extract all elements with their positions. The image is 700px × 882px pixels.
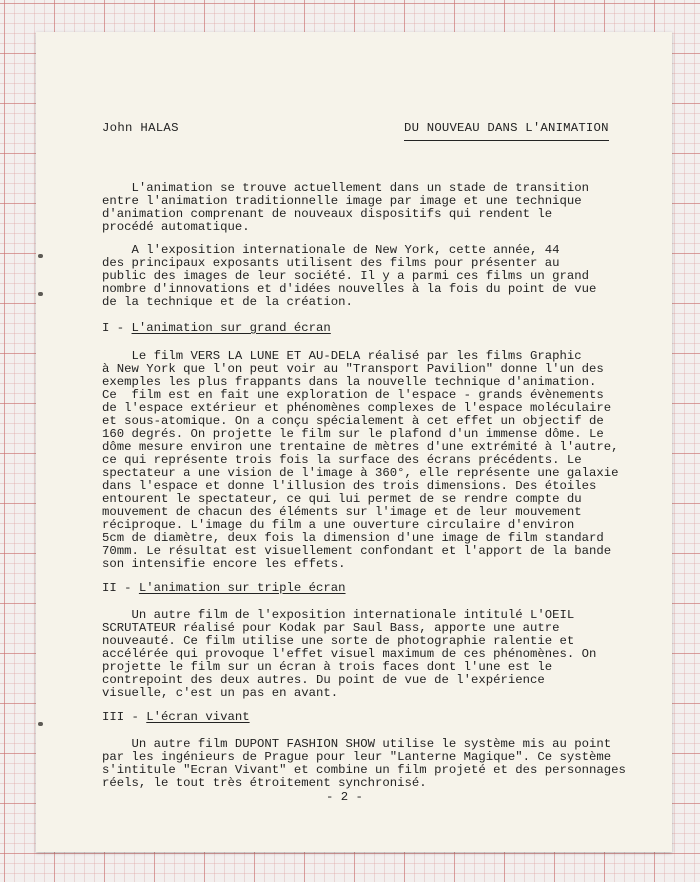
page-number: - 2 -: [326, 790, 363, 804]
section-heading-3: [102, 711, 250, 724]
punch-hole: [38, 722, 43, 726]
intro-paragraph-2: A l'exposition internationale de New York, cette année, 44 des principaux exposants utilisent des films pour présenter au public des images de leur société. Il y a parmi ces films un grand nombre d'innovations et d'idées nouvelles à la fois du point de vue de la technique et de la création.: [102, 243, 597, 309]
section-title: L'écran vivant: [146, 710, 250, 724]
section-2-paragraph: Un autre film de l'exposition internationale intitulé L'OEIL SCRUTATEUR réalisé pour Kodak par Saul Bass, apporte une autre nouveauté. Ce film utilise une sorte de photographie ralentie et accélérée qui provoque l'effet visuel maximum de ces phénomènes. On projette le film sur un écran à trois faces dont l'une est le contrepoint des deux autres. Du point de vue de l'expérience visuelle, c'est un pas en avant.: [102, 608, 597, 700]
section-number: III -: [102, 710, 147, 724]
section-heading-2: [102, 582, 346, 595]
section-number: II -: [102, 581, 139, 595]
section-title: L'animation sur triple écran: [138, 581, 346, 595]
document-page: [36, 32, 672, 852]
punch-hole: [38, 254, 43, 258]
section-1-paragraph: Le film VERS LA LUNE ET AU-DELA réalisé par les films Graphic à New York que l'on peut voir au "Transport Pavilion" donne l'un des exemples les plus frappants dans la nouvelle technique d'animation. Ce film est en fait une exploration de l'espace - grands évènements de l'espace extérieur et phénomènes complexes de l'espace moléculaire et sous-atomique. On a conçu spécialement à cet effet un objectif de 160 degrés. On projette le film sur le plafond d'un immense dôme. Le dôme mesure environ une trentaine de mètres d'une extrémité à l'autre, ce qui représente trois fois la surface des écrans précédents. Le spectateur a une vision de l'image à 360°, elle représente une galaxie dans l'espace et donne l'illusion des trois dimensions. Des étoiles entourent le spectateur, ce qui lui permet de se rendre compte du mouvement de chacun des éléments sur l'image et de leur mouvement réciproque. L'image du film a une ouverture circulaire d'environ 5cm de diamètre, deux fois la dimension d'une image de film standard 70mm. Le résultat est visuellement confondant et l'apport de la bande son intensifie encore les effets.: [102, 349, 619, 571]
section-heading-1: [102, 322, 331, 335]
punch-hole: [38, 292, 43, 296]
section-number: I -: [102, 321, 132, 335]
section-3-paragraph: Un autre film DUPONT FASHION SHOW utilise le système mis au point par les ingénieurs de Prague pour leur "Lanterne Magique". Ce système s'intitule "Ecran Vivant" et combine un film projeté et des personnages réels, le tout très étroitement synchronisé.: [102, 737, 626, 790]
document-title: DU NOUVEAU DANS L'ANIMATION: [404, 122, 609, 141]
section-title: L'animation sur grand écran: [131, 321, 331, 335]
intro-paragraph-1: L'animation se trouve actuellement dans un stade de transition entre l'animation traditionnelle image par image et une technique d'animation comprenant de nouveaux dispositifs qui rendent le procédé automatique.: [102, 181, 590, 234]
author-name: John HALAS: [102, 121, 179, 135]
